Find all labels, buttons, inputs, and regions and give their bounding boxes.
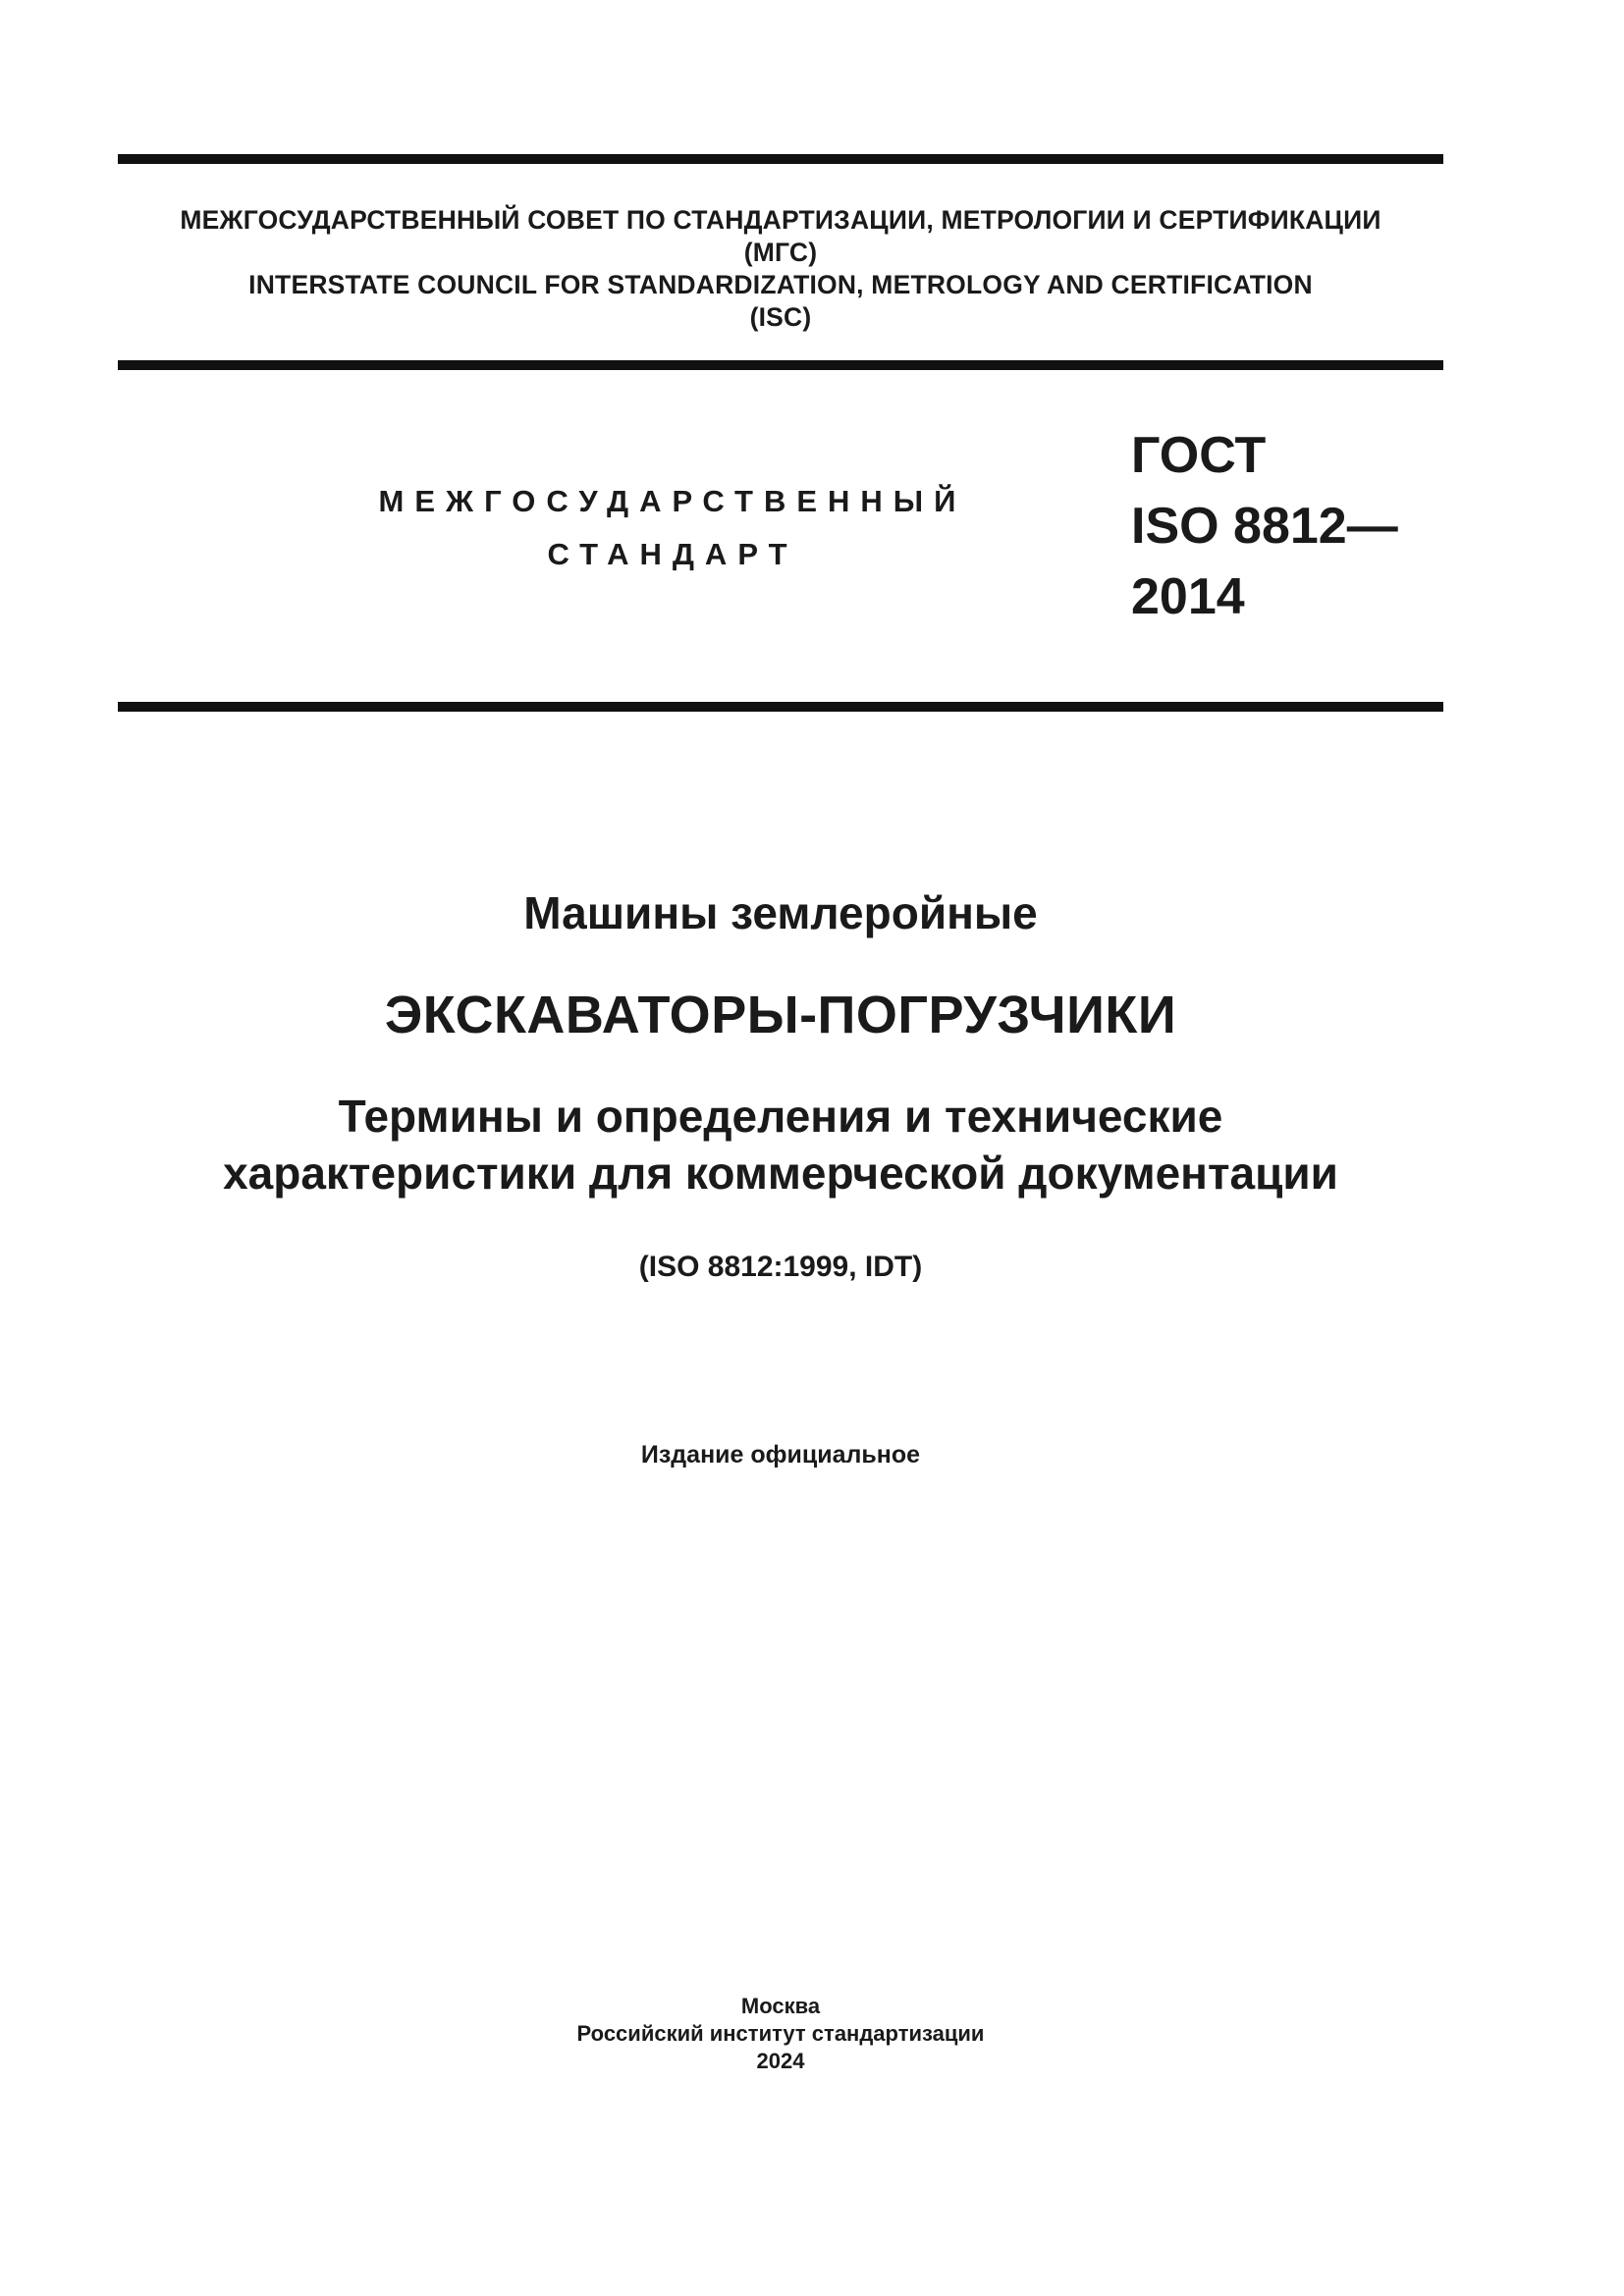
title-subtitle [118,1088,1443,1201]
subtitle-line2: характеристики для коммерческой документации [223,1148,1338,1199]
header-bottom-rule [118,702,1443,712]
council-name-en: INTERSTATE COUNCIL FOR STANDARDIZATION, METROLOGY AND CERTIFICATION [248,270,1313,299]
publication-year: 2024 [756,2049,805,2073]
designation-line2: ISO 8812— [1131,498,1398,555]
title-main: ЭКСКАВАТОРЫ-ПОГРУЗЧИКИ [384,986,1177,1044]
designation-line1: ГОСТ [1131,427,1267,484]
standard-type-line1: МЕЖГОСУДАРСТВЕННЫЙ [378,484,967,518]
standard-type-line2: СТАНДАРТ [547,537,798,571]
publisher-block [118,1993,1443,2075]
subtitle-line1: Термины и определения и технические [338,1091,1223,1142]
standard-type-label [295,475,1051,581]
standard-designation [1131,420,1398,632]
council-header [118,204,1443,334]
title-group: Машины землеройные [523,887,1038,938]
council-abbr-ru: (МГС) [743,238,818,267]
edition-note: Издание официальное [640,1441,921,1468]
publisher-city: Москва [740,1994,821,2018]
council-divider [118,360,1443,370]
designation-line3: 2014 [1131,568,1245,625]
council-name-ru: МЕЖГОСУДАРСТВЕННЫЙ СОВЕТ ПО СТАНДАРТИЗАЦИИ, МЕТРОЛОГИИ И СЕРТИФИКАЦИИ [180,205,1381,235]
council-abbr-en: (ISC) [749,302,812,332]
publisher-name: Российский институт стандартизации [576,2021,985,2046]
top-rule [118,154,1443,164]
iso-reference: (ISO 8812:1999, IDT) [638,1251,923,1283]
